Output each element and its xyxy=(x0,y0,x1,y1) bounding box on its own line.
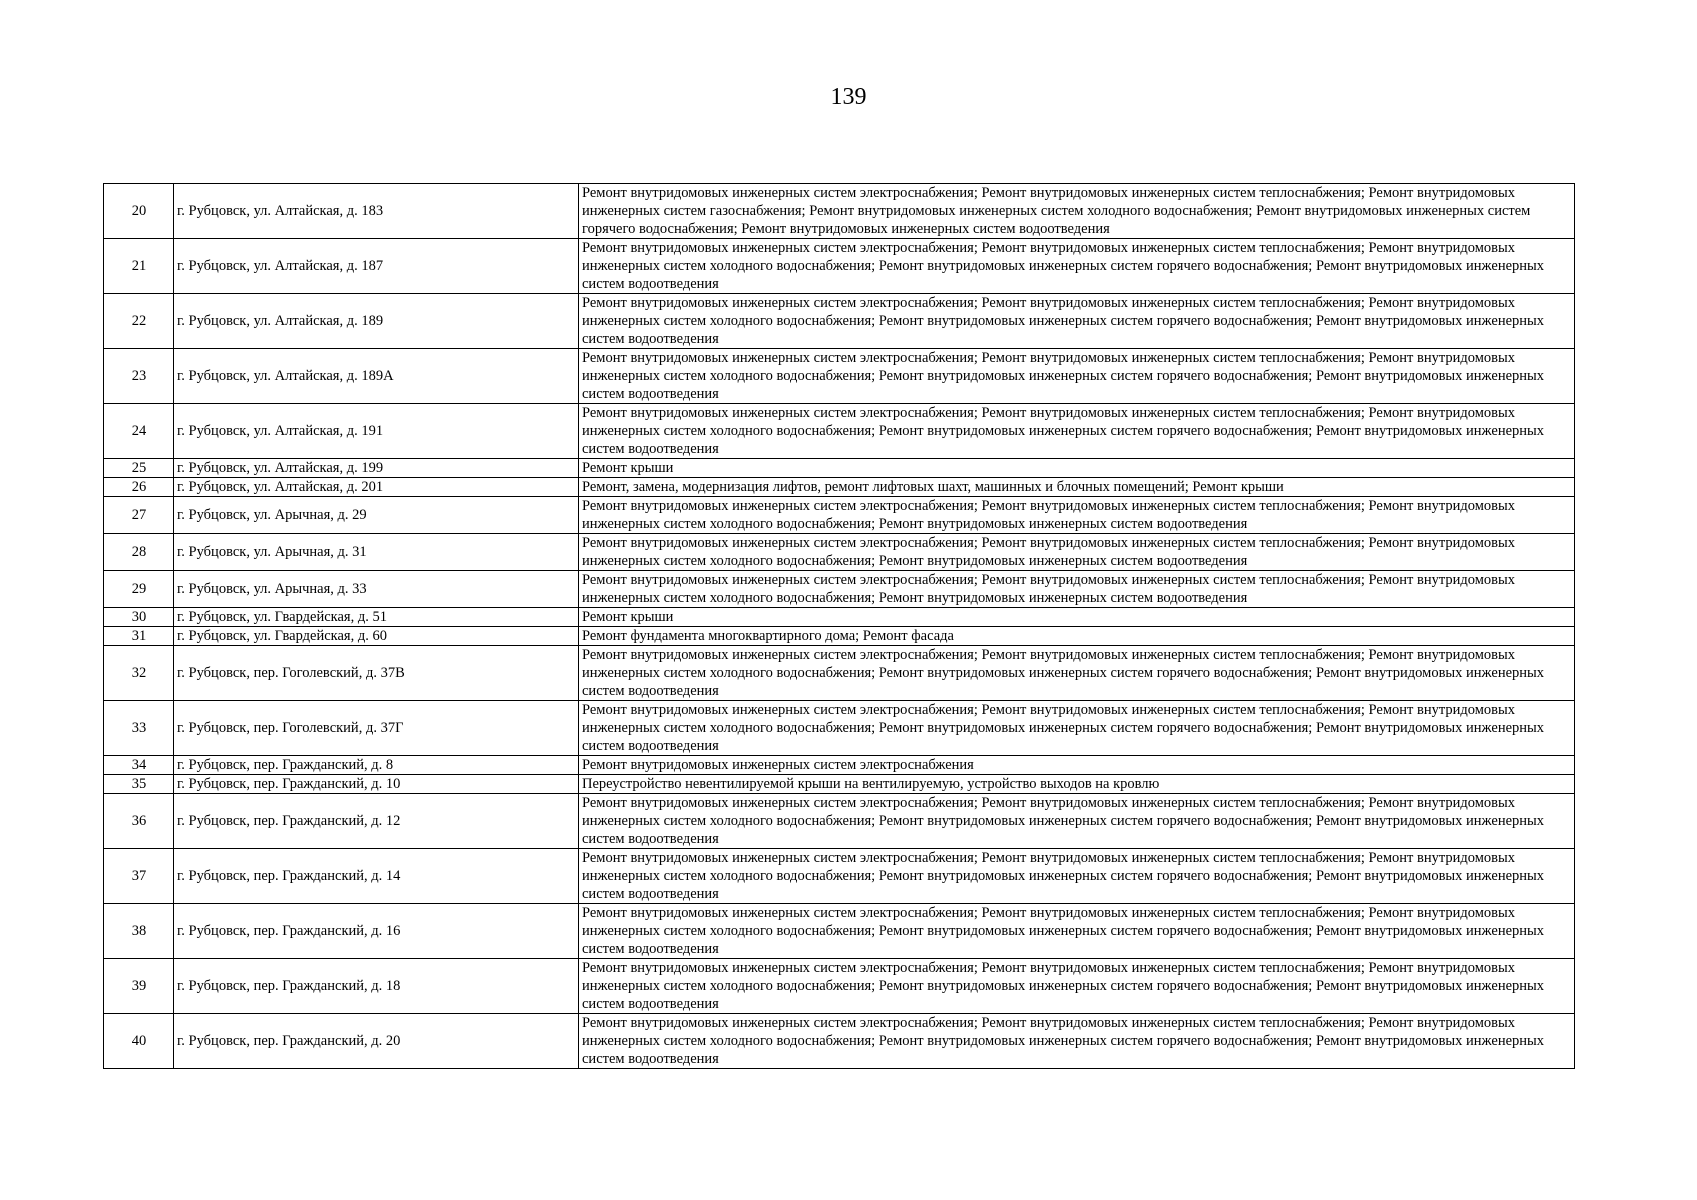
row-number: 32 xyxy=(104,646,174,701)
table-row xyxy=(104,646,1575,701)
table-row xyxy=(104,478,1575,497)
row-works: Ремонт, замена, модернизация лифтов, ремонт лифтовых шахт, машинных и блочных помещений; Ремонт крыши xyxy=(579,478,1575,497)
table-row xyxy=(104,794,1575,849)
row-number: 22 xyxy=(104,294,174,349)
row-number: 20 xyxy=(104,184,174,239)
row-number: 26 xyxy=(104,478,174,497)
row-address: г. Рубцовск, ул. Алтайская, д. 189 xyxy=(174,294,579,349)
row-address: г. Рубцовск, пер. Гражданский, д. 16 xyxy=(174,904,579,959)
row-number: 27 xyxy=(104,497,174,534)
row-works: Ремонт внутридомовых инженерных систем электроснабжения; Ремонт внутридомовых инженерных систем теплоснабжения; Ремонт внутридомовых инженерных систем газоснабжения; Ремонт внутридомовых инженерных систем холодного водоснабжения; Ремонт внутридомовых инженерных систем горячего водоснабжения; Ремонт внутридомовых инженерных систем водоотведения xyxy=(579,184,1575,239)
row-address: г. Рубцовск, пер. Гоголевский, д. 37В xyxy=(174,646,579,701)
row-works: Ремонт внутридомовых инженерных систем электроснабжения; Ремонт внутридомовых инженерных систем теплоснабжения; Ремонт внутридомовых инженерных систем холодного водоснабжения; Ремонт внутридомовых инженерных систем горячего водоснабжения; Ремонт внутридомовых инженерных систем водоотведения xyxy=(579,404,1575,459)
table-row xyxy=(104,459,1575,478)
table-row xyxy=(104,904,1575,959)
table-row xyxy=(104,608,1575,627)
row-works: Ремонт внутридомовых инженерных систем электроснабжения; Ремонт внутридомовых инженерных систем теплоснабжения; Ремонт внутридомовых инженерных систем холодного водоснабжения; Ремонт внутридомовых инженерных систем горячего водоснабжения; Ремонт внутридомовых инженерных систем водоотведения xyxy=(579,701,1575,756)
row-works: Ремонт внутридомовых инженерных систем электроснабжения; Ремонт внутридомовых инженерных систем теплоснабжения; Ремонт внутридомовых инженерных систем холодного водоснабжения; Ремонт внутридомовых инженерных систем горячего водоснабжения; Ремонт внутридомовых инженерных систем водоотведения xyxy=(579,294,1575,349)
row-address: г. Рубцовск, ул. Арычная, д. 33 xyxy=(174,571,579,608)
row-number: 35 xyxy=(104,775,174,794)
row-number: 25 xyxy=(104,459,174,478)
row-number: 30 xyxy=(104,608,174,627)
table-row xyxy=(104,534,1575,571)
row-works: Ремонт внутридомовых инженерных систем электроснабжения; Ремонт внутридомовых инженерных систем теплоснабжения; Ремонт внутридомовых инженерных систем холодного водоснабжения; Ремонт внутридомовых инженерных систем горячего водоснабжения; Ремонт внутридомовых инженерных систем водоотведения xyxy=(579,1014,1575,1069)
row-address: г. Рубцовск, пер. Гоголевский, д. 37Г xyxy=(174,701,579,756)
row-works: Ремонт фундамента многоквартирного дома; Ремонт фасада xyxy=(579,627,1575,646)
table-row xyxy=(104,571,1575,608)
row-address: г. Рубцовск, ул. Алтайская, д. 201 xyxy=(174,478,579,497)
repair-registry-table xyxy=(103,183,1575,1069)
row-works: Ремонт внутридомовых инженерных систем электроснабжения; Ремонт внутридомовых инженерных систем теплоснабжения; Ремонт внутридомовых инженерных систем холодного водоснабжения; Ремонт внутридомовых инженерных систем горячего водоснабжения; Ремонт внутридомовых инженерных систем водоотведения xyxy=(579,239,1575,294)
row-address: г. Рубцовск, пер. Гражданский, д. 20 xyxy=(174,1014,579,1069)
row-address: г. Рубцовск, ул. Алтайская, д. 187 xyxy=(174,239,579,294)
row-address: г. Рубцовск, ул. Гвардейская, д. 60 xyxy=(174,627,579,646)
row-address: г. Рубцовск, ул. Арычная, д. 31 xyxy=(174,534,579,571)
table-row xyxy=(104,239,1575,294)
row-works: Ремонт внутридомовых инженерных систем электроснабжения xyxy=(579,756,1575,775)
row-works: Ремонт крыши xyxy=(579,459,1575,478)
row-works: Ремонт внутридомовых инженерных систем электроснабжения; Ремонт внутридомовых инженерных систем теплоснабжения; Ремонт внутридомовых инженерных систем холодного водоснабжения; Ремонт внутридомовых инженерных систем водоотведения xyxy=(579,534,1575,571)
row-works: Ремонт внутридомовых инженерных систем электроснабжения; Ремонт внутридомовых инженерных систем теплоснабжения; Ремонт внутридомовых инженерных систем холодного водоснабжения; Ремонт внутридомовых инженерных систем горячего водоснабжения; Ремонт внутридомовых инженерных систем водоотведения xyxy=(579,794,1575,849)
row-works: Переустройство невентилируемой крыши на вентилируемую, устройство выходов на кровлю xyxy=(579,775,1575,794)
row-number: 38 xyxy=(104,904,174,959)
row-address: г. Рубцовск, пер. Гражданский, д. 14 xyxy=(174,849,579,904)
row-number: 33 xyxy=(104,701,174,756)
row-number: 40 xyxy=(104,1014,174,1069)
row-works: Ремонт внутридомовых инженерных систем электроснабжения; Ремонт внутридомовых инженерных систем теплоснабжения; Ремонт внутридомовых инженерных систем холодного водоснабжения; Ремонт внутридомовых инженерных систем горячего водоснабжения; Ремонт внутридомовых инженерных систем водоотведения xyxy=(579,646,1575,701)
row-address: г. Рубцовск, ул. Арычная, д. 29 xyxy=(174,497,579,534)
row-address: г. Рубцовск, ул. Алтайская, д. 199 xyxy=(174,459,579,478)
row-number: 24 xyxy=(104,404,174,459)
row-address: г. Рубцовск, ул. Алтайская, д. 191 xyxy=(174,404,579,459)
table-row xyxy=(104,756,1575,775)
row-number: 37 xyxy=(104,849,174,904)
row-address: г. Рубцовск, пер. Гражданский, д. 10 xyxy=(174,775,579,794)
row-works: Ремонт внутридомовых инженерных систем электроснабжения; Ремонт внутридомовых инженерных систем теплоснабжения; Ремонт внутридомовых инженерных систем холодного водоснабжения; Ремонт внутридомовых инженерных систем горячего водоснабжения; Ремонт внутридомовых инженерных систем водоотведения xyxy=(579,349,1575,404)
row-number: 39 xyxy=(104,959,174,1014)
table-row xyxy=(104,184,1575,239)
row-number: 29 xyxy=(104,571,174,608)
row-address: г. Рубцовск, пер. Гражданский, д. 12 xyxy=(174,794,579,849)
row-works: Ремонт внутридомовых инженерных систем электроснабжения; Ремонт внутридомовых инженерных систем теплоснабжения; Ремонт внутридомовых инженерных систем холодного водоснабжения; Ремонт внутридомовых инженерных систем водоотведения xyxy=(579,571,1575,608)
table-row xyxy=(104,1014,1575,1069)
row-works: Ремонт внутридомовых инженерных систем электроснабжения; Ремонт внутридомовых инженерных систем теплоснабжения; Ремонт внутридомовых инженерных систем холодного водоснабжения; Ремонт внутридомовых инженерных систем водоотведения xyxy=(579,497,1575,534)
table-row xyxy=(104,294,1575,349)
table-row xyxy=(104,497,1575,534)
row-works: Ремонт внутридомовых инженерных систем электроснабжения; Ремонт внутридомовых инженерных систем теплоснабжения; Ремонт внутридомовых инженерных систем холодного водоснабжения; Ремонт внутридомовых инженерных систем горячего водоснабжения; Ремонт внутридомовых инженерных систем водоотведения xyxy=(579,959,1575,1014)
row-address: г. Рубцовск, ул. Алтайская, д. 183 xyxy=(174,184,579,239)
row-number: 31 xyxy=(104,627,174,646)
row-works: Ремонт крыши xyxy=(579,608,1575,627)
table-row xyxy=(104,404,1575,459)
row-number: 34 xyxy=(104,756,174,775)
table-row xyxy=(104,775,1575,794)
row-number: 36 xyxy=(104,794,174,849)
row-number: 28 xyxy=(104,534,174,571)
row-address: г. Рубцовск, ул. Гвардейская, д. 51 xyxy=(174,608,579,627)
row-number: 21 xyxy=(104,239,174,294)
table-row xyxy=(104,349,1575,404)
table-row xyxy=(104,701,1575,756)
row-works: Ремонт внутридомовых инженерных систем электроснабжения; Ремонт внутридомовых инженерных систем теплоснабжения; Ремонт внутридомовых инженерных систем холодного водоснабжения; Ремонт внутридомовых инженерных систем горячего водоснабжения; Ремонт внутридомовых инженерных систем водоотведения xyxy=(579,904,1575,959)
page-number: 139 xyxy=(830,84,867,110)
table-row xyxy=(104,849,1575,904)
table-row xyxy=(104,627,1575,646)
row-address: г. Рубцовск, ул. Алтайская, д. 189А xyxy=(174,349,579,404)
row-address: г. Рубцовск, пер. Гражданский, д. 8 xyxy=(174,756,579,775)
table-row xyxy=(104,959,1575,1014)
row-number: 23 xyxy=(104,349,174,404)
row-address: г. Рубцовск, пер. Гражданский, д. 18 xyxy=(174,959,579,1014)
row-works: Ремонт внутридомовых инженерных систем электроснабжения; Ремонт внутридомовых инженерных систем теплоснабжения; Ремонт внутридомовых инженерных систем холодного водоснабжения; Ремонт внутридомовых инженерных систем горячего водоснабжения; Ремонт внутридомовых инженерных систем водоотведения xyxy=(579,849,1575,904)
